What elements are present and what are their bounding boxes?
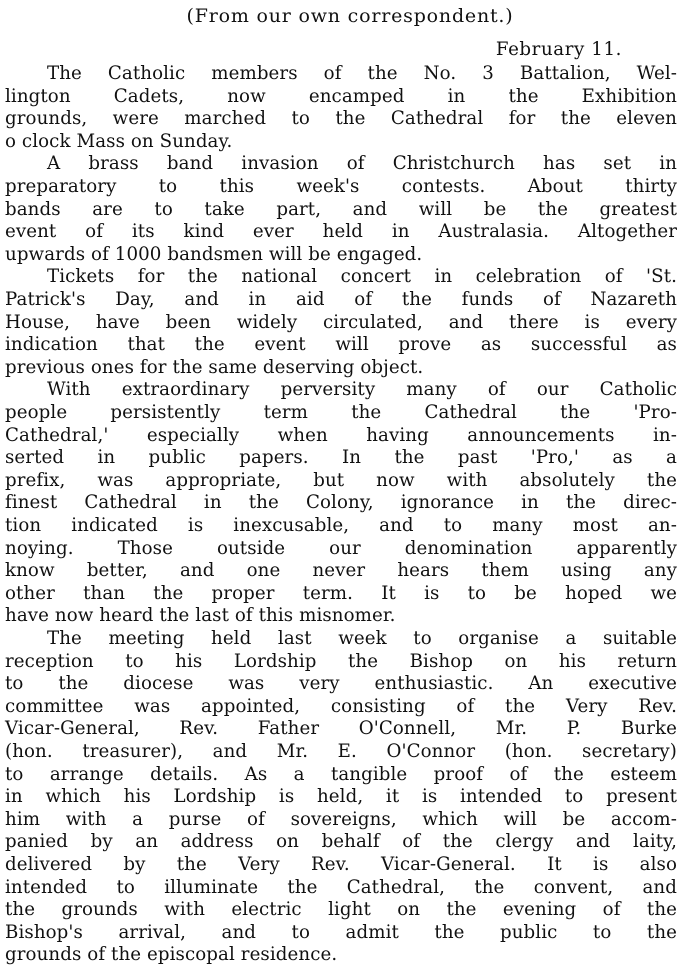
text-line: prefix, was appropriate, but now with absolutely the — [5, 469, 677, 491]
text-line: o clock Mass on Sunday. — [5, 130, 233, 152]
text-line: A brass band invasion of Christchurch has set in — [47, 153, 677, 175]
text-line: other than the proper term. It is to be hoped we — [5, 582, 677, 604]
text-line: reception to his Lordship the Bishop on his return — [5, 650, 677, 672]
text-line: lington Cadets, now encamped in the Exhibition — [5, 85, 677, 107]
text-line: know better, and one never hears them using any — [5, 560, 677, 582]
text-line: tion indicated is inexcusable, and to many most an- — [5, 515, 677, 536]
text-line: preparatory to this week's contests. About thirty — [5, 176, 677, 197]
text-line: previous ones for the same deserving object. — [5, 356, 424, 378]
text-line: to arrange details. As a tangible proof of the esteem — [5, 763, 677, 785]
text-line: event of its kind ever held in Australasia. Altogether — [5, 221, 677, 243]
text-line: committee was appointed, consisting of the Very Rev. — [5, 695, 677, 717]
text-line: the grounds with electric light on the evening of the — [5, 899, 677, 921]
text-line: grounds of the episcopal residence. — [5, 944, 338, 966]
text-line: have now heard the last of this misnomer. — [5, 605, 396, 627]
text-line: in which his Lordship is held, it is intended to present — [5, 786, 677, 808]
text-line: to the diocese was very enthusiastic. An executive — [5, 673, 677, 695]
text-line: Cathedral,' especially when having announcements in- — [5, 424, 677, 446]
text-line: Patrick's Day, and in aid of the funds of Nazareth — [5, 289, 677, 310]
text-line: upwards of 1000 bandsmen will be engaged. — [5, 243, 423, 265]
text-line: (hon. treasurer), and Mr. E. O'Connor (hon. secretary) — [5, 741, 677, 762]
text-line: delivered by the Very Rev. Vicar-General. It is also — [5, 854, 677, 875]
text-line: finest Cathedral in the Colony, ignorance in the direc- — [5, 492, 677, 514]
text-line: grounds, were marched to the Cathedral for the eleven — [5, 108, 677, 130]
text-line: bands are to take part, and will be the greatest — [5, 198, 677, 220]
text-line: The meeting held last week to organise a suitable — [47, 628, 677, 649]
text-line: indication that the event will prove as successful as — [5, 334, 677, 356]
text-line: panied by an address on behalf of the clergy and laity, — [5, 831, 677, 853]
text-line: intended to illuminate the Cathedral, the convent, and — [5, 876, 677, 898]
text-line: House, have been widely circulated, and there is every — [5, 311, 677, 333]
text-line: Vicar-General, Rev. Father O'Connell, Mr. P. Burke — [5, 718, 677, 740]
text-line: With extraordinary perversity many of our Catholic — [47, 379, 677, 401]
text-line: Bishop's arrival, and to admit the public to the — [5, 921, 677, 943]
dateline: February 11. — [495, 39, 622, 60]
text-line: Tickets for the national concert in celebration of 'St. — [47, 266, 677, 288]
text-line: noying. Those outside our denomination apparently — [5, 537, 677, 559]
byline: (From our own correspondent.) — [186, 5, 514, 27]
text-line: serted in public papers. In the past 'Pro,' as a — [5, 447, 677, 469]
text-line: The Catholic members of the No. 3 Battalion, Wel- — [47, 63, 677, 84]
text-line: people persistently term the Cathedral the 'Pro- — [5, 402, 677, 423]
text-line: him with a purse of sovereigns, which will be accom- — [5, 808, 677, 830]
